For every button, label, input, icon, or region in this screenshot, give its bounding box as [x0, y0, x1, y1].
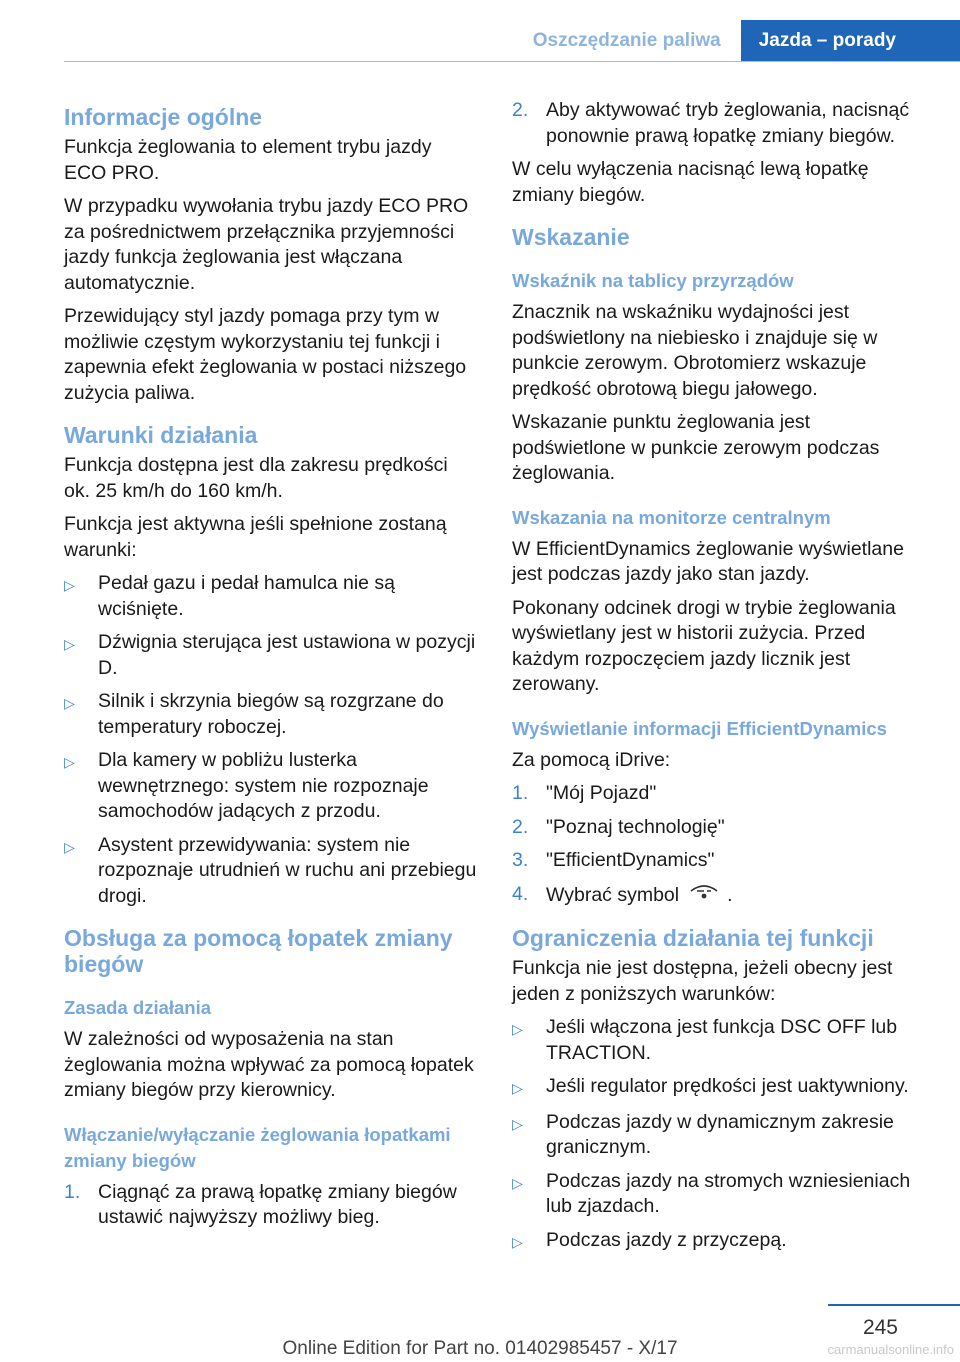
general-paragraph: Przewidujący styl jazdy pomaga przy tym w możliwie częstym wykorzystaniu tej funkcji i zapewnia efekt żeglowania w postaci niższego zużycia paliwa. — [64, 305, 467, 404]
info-intro: Za pomocą iDrive: — [512, 748, 671, 771]
list-item — [512, 98, 926, 149]
step-text: "EfficientDynamics" — [546, 849, 715, 871]
step-text-end: . — [727, 883, 733, 906]
limits-intro: Funkcja nie jest dostępna, jeżeli obecny jest jeden z poniższych warunków: — [512, 957, 893, 1005]
list-item — [512, 781, 926, 807]
list-item — [64, 748, 478, 825]
list-item — [512, 815, 926, 841]
principle-paragraph: W zależności od wyposażenia na stan żeglowania można wpływać za pomocą łopatek zmiany biegów przy kierownicy. — [64, 1028, 474, 1101]
list-item — [512, 882, 926, 910]
triangle-bullet-icon: ▷ — [512, 1115, 523, 1132]
list-item — [64, 571, 478, 622]
triangle-bullet-icon: ▷ — [64, 754, 75, 770]
step-text: Ciągnąć za prawą łopatkę zmiany biegów ustawić najwyższy możliwy bieg. — [98, 1180, 457, 1228]
info-steps — [512, 781, 926, 909]
monitor-paragraph: W EfficientDynamics żeglowanie wyświetlane jest podczas jazdy jako stan jazdy. — [512, 537, 904, 585]
step-number: 3. — [512, 849, 529, 871]
limits-heading: Ograniczenia działania tej funkcji — [512, 925, 874, 951]
list-item-text: Pedał gazu i pedał hamulca nie są wciśnięte. — [98, 572, 396, 620]
triangle-bullet-icon: ▷ — [64, 695, 75, 711]
triangle-bullet-icon: ▷ — [64, 636, 75, 652]
step-text — [546, 882, 733, 910]
general-heading: Informacje ogólne — [64, 104, 263, 130]
info-heading: Wyświetlanie informacji EfficientDynamics — [512, 717, 887, 739]
left-column — [64, 98, 478, 1239]
step-text: "Mój Pojazd" — [546, 782, 657, 804]
header-divider — [64, 61, 960, 62]
step-text-label: Wybrać symbol — [546, 883, 680, 906]
list-item-text: Podczas jazdy na stromych wzniesieniach lub zjazdach. — [546, 1169, 911, 1217]
step-text: Aby aktywować tryb żeglowania, nacisnąć ponownie prawą łopatkę zmiany biegów. — [546, 99, 910, 147]
toggle-heading: Włączanie/wyłączanie żeglowania łopatkami zmiany biegów — [64, 1123, 451, 1171]
list-item-text: Jeśli regulator prędkości jest uaktywniony. — [546, 1075, 909, 1097]
list-item — [512, 1015, 926, 1066]
triangle-bullet-icon: ▷ — [64, 577, 75, 593]
instrument-heading: Wskaźnik na tablicy przyrządów — [512, 270, 794, 291]
conditions-list — [64, 571, 478, 909]
list-item — [64, 1180, 478, 1231]
triangle-bullet-icon: ▷ — [512, 1021, 523, 1037]
step-number: 2. — [512, 99, 529, 121]
triangle-bullet-icon: ▷ — [64, 838, 75, 855]
list-item — [512, 848, 926, 874]
conditions-paragraph: Funkcja jest aktywna jeśli spełnione zostaną warunki: — [64, 513, 447, 561]
display-heading: Wskazanie — [512, 224, 630, 250]
step-text: "Poznaj technologię" — [546, 815, 725, 838]
triangle-bullet-icon: ▷ — [512, 1174, 523, 1191]
step-number: 4. — [512, 882, 529, 905]
general-paragraph: Funkcja żeglowania to element trybu jazdy ECO PRO. — [64, 136, 432, 184]
section-tab: Oszczędzanie paliwa — [532, 30, 721, 51]
instrument-paragraph: Znacznik na wskaźniku wydajności jest podświetlony na niebiesko i znajduje się w punkcie zerowym. Obrotomierz wskazuje prędkość obrotową biegu jałowego. — [512, 301, 878, 400]
conditions-paragraph: Funkcja dostępna jest dla zakresu prędkości ok. 25 km/h do 160 km/h. — [64, 454, 448, 502]
chapter-tab: Jazda – porady — [741, 20, 960, 62]
list-item-text: Dźwignia sterująca jest ustawiona w pozycji D. — [98, 631, 476, 679]
efficientdynamics-sailing-icon — [689, 882, 719, 910]
list-item-text: Silnik i skrzynia biegów są rozgrzane do temperatury roboczej. — [98, 690, 444, 738]
list-item-text: Asystent przewidywania: system nie rozpoznaje utrudnień w ruchu ani przebiegu drogi. — [98, 833, 477, 907]
conditions-heading: Warunki działania — [64, 422, 258, 448]
page-number: 245 — [862, 1316, 898, 1339]
principle-heading: Zasada działania — [64, 997, 212, 1018]
step-number: 1. — [512, 782, 529, 804]
monitor-heading: Wskazania na monitorze centralnym — [512, 506, 831, 528]
list-item — [64, 833, 478, 910]
triangle-bullet-icon: ▷ — [512, 1080, 523, 1096]
list-item — [64, 630, 478, 681]
list-item — [512, 1228, 926, 1256]
list-item-text: Jeśli włączona jest funkcja DSC OFF lub TRACTION. — [546, 1016, 898, 1064]
monitor-paragraph: Pokonany odcinek drogi w trybie żeglowania wyświetlany jest w historii zużycia. Przed każdym rozpoczęciem jazdy licznik jest zerowany. — [512, 596, 896, 695]
list-item — [512, 1074, 926, 1102]
list-item-text: Podczas jazdy w dynamicznym zakresie granicznym. — [546, 1110, 894, 1158]
step-number: 1. — [64, 1180, 81, 1203]
watermark: carmanualsonline.info — [827, 1342, 954, 1357]
general-paragraph: W przypadku wywołania trybu jazdy ECO PRO za pośrednictwem przełącznika przyjemności jazdy funkcja żeglowania jest włączana automatycznie. — [64, 195, 469, 294]
list-item — [512, 1110, 926, 1161]
right-column — [512, 98, 926, 1263]
header-tabs — [513, 20, 960, 62]
toggle-steps — [64, 1180, 478, 1231]
off-paragraph: W celu wyłączenia nacisnąć lewą łopatkę zmiany biegów. — [512, 158, 869, 206]
limits-list — [512, 1015, 926, 1255]
toggle-steps-continued — [512, 98, 926, 149]
footer-divider — [828, 1304, 960, 1306]
triangle-bullet-icon: ▷ — [512, 1233, 523, 1250]
footer-edition: Online Edition for Part no. 01402985457 - X/17 — [282, 1338, 678, 1359]
instrument-paragraph: Wskazanie punktu żeglowania jest podświetlone w punkcie zerowym podczas żeglowania. — [512, 411, 880, 484]
paddles-heading: Obsługa za pomocą łopatek zmiany biegów — [64, 925, 453, 977]
list-item — [64, 689, 478, 740]
list-item-text: Podczas jazdy z przyczepą. — [546, 1228, 787, 1251]
step-number: 2. — [512, 815, 529, 838]
list-item — [512, 1169, 926, 1220]
list-item-text: Dla kamery w pobliżu lusterka wewnętrznego: system nie rozpoznaje samochodów jadących z przodu. — [98, 749, 429, 822]
